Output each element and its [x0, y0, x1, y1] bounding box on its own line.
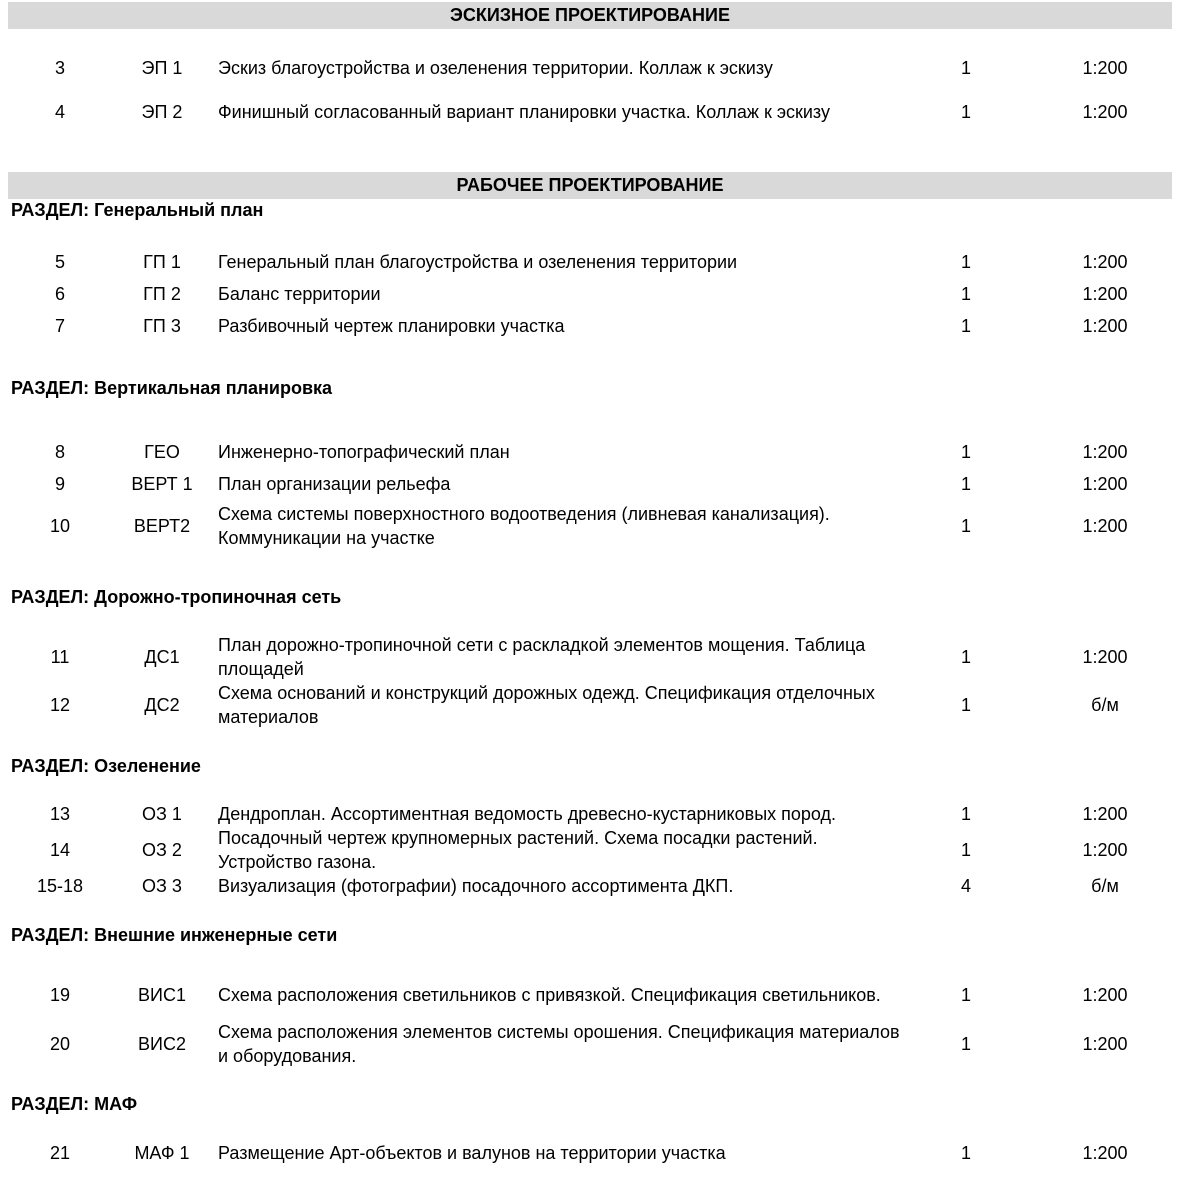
row-code: ОЗ 3: [142, 876, 182, 896]
row-code: ГП 3: [143, 316, 181, 336]
row-scale: 1:200: [1082, 840, 1128, 860]
row-title: План организации рельефа: [218, 474, 451, 494]
row-number: 13: [49, 804, 71, 824]
row-quantity: 1: [960, 102, 971, 122]
row-quantity: 1: [960, 58, 971, 78]
row-code: ОЗ 1: [142, 804, 182, 824]
row-code: ВЕРТ2: [133, 516, 191, 536]
row-number: 21: [49, 1143, 71, 1163]
table-row: [0, 314, 1200, 338]
row-code: ОЗ 2: [142, 840, 182, 860]
row-title: Генеральный план благоустройства и озеленения территории: [218, 252, 738, 272]
row-scale: 1:200: [1082, 1143, 1128, 1163]
table-row: [0, 100, 1200, 124]
row-title: Разбивочный чертеж планировки участка: [218, 316, 565, 336]
row-title: Схема оснований и конструкций дорожных одежд. Спецификация отделочных материалов: [218, 683, 875, 727]
row-code: ДС1: [144, 647, 180, 667]
row-scale: 1:200: [1082, 316, 1128, 336]
row-quantity: 4: [960, 876, 971, 896]
row-number: 11: [50, 647, 70, 667]
table-row: [0, 502, 1200, 550]
row-code: ГП 2: [143, 284, 181, 304]
row-number: 6: [54, 284, 65, 304]
row-quantity: 1: [960, 647, 971, 667]
row-quantity: 1: [960, 442, 971, 462]
section-heading: РАЗДЕЛ: МАФ: [11, 1094, 138, 1114]
row-quantity: 1: [960, 284, 971, 304]
row-scale: 1:200: [1082, 442, 1128, 462]
section-heading: РАЗДЕЛ: Внешние инженерные сети: [11, 925, 338, 945]
row-number: 4: [54, 102, 65, 122]
row-quantity: 1: [960, 474, 971, 494]
table-row: [0, 1020, 1200, 1068]
row-scale: 1:200: [1082, 102, 1128, 122]
section-heading: РАЗДЕЛ: Озеленение: [11, 756, 201, 776]
row-code: ЭП 1: [141, 58, 183, 78]
row-number: 14: [49, 840, 71, 860]
row-quantity: 1: [960, 985, 971, 1005]
row-scale: 1:200: [1082, 647, 1128, 667]
row-code: ГЕО: [144, 442, 180, 462]
row-quantity: 1: [960, 516, 971, 536]
row-code: ДС2: [144, 695, 180, 715]
row-scale: 1:200: [1082, 804, 1128, 824]
row-number: 15-18: [36, 876, 84, 896]
section-heading: РАЗДЕЛ: Дорожно-тропиночная сеть: [11, 587, 342, 607]
row-number: 10: [49, 516, 71, 536]
row-number: 9: [54, 474, 65, 494]
row-quantity: 1: [960, 252, 971, 272]
row-scale: 1:200: [1082, 58, 1128, 78]
row-title: Инженерно-топографический план: [218, 442, 510, 462]
row-scale: 1:200: [1082, 985, 1128, 1005]
row-title: Финишный согласованный вариант планировки участка. Коллаж к эскизу: [218, 102, 830, 122]
row-number: 3: [54, 58, 65, 78]
row-number: 7: [54, 316, 65, 336]
row-scale: 1:200: [1082, 284, 1128, 304]
row-number: 12: [49, 695, 71, 715]
row-title: Схема расположения элементов системы орошения. Спецификация материалов и оборудования.: [218, 1022, 900, 1066]
row-title: Посадочный чертеж крупномерных растений. Схема посадки растений. Устройство газона.: [218, 828, 818, 872]
row-title: Эскиз благоустройства и озеленения территории. Коллаж к эскизу: [218, 58, 773, 78]
row-quantity: 1: [960, 1034, 971, 1054]
table-row: [0, 802, 1200, 826]
row-scale: б/м: [1091, 695, 1119, 715]
row-number: 20: [49, 1034, 71, 1054]
row-number: 19: [49, 985, 71, 1005]
row-title: План дорожно-тропиночной сети с раскладкой элементов мощения. Таблица площадей: [218, 635, 866, 679]
row-code: МАФ 1: [134, 1143, 190, 1163]
row-scale: 1:200: [1082, 516, 1128, 536]
row-code: ВИС2: [138, 1034, 186, 1054]
stage-heading-working: РАБОЧЕЕ ПРОЕКТИРОВАНИЕ: [8, 172, 1172, 199]
row-title: Схема расположения светильников с привязкой. Спецификация светильников.: [218, 985, 881, 1005]
row-title: Дендроплан. Ассортиментная ведомость древесно-кустарниковых пород.: [218, 804, 837, 824]
table-row: [0, 874, 1200, 898]
row-scale: 1:200: [1082, 1034, 1128, 1054]
row-quantity: 1: [960, 1143, 971, 1163]
table-row: [0, 971, 1200, 1019]
table-row: [0, 681, 1200, 729]
stage-heading-sketch: ЭСКИЗНОЕ ПРОЕКТИРОВАНИЕ: [8, 2, 1172, 29]
table-row: [0, 440, 1200, 464]
row-scale: 1:200: [1082, 474, 1128, 494]
row-quantity: 1: [960, 840, 971, 860]
table-row: [0, 1141, 1200, 1165]
row-number: 5: [54, 252, 65, 272]
row-code: ВИС1: [138, 985, 186, 1005]
row-code: ВЕРТ 1: [131, 474, 193, 494]
row-title: Схема системы поверхностного водоотведения (ливневая канализация). Коммуникации на участке: [218, 504, 830, 548]
row-quantity: 1: [960, 695, 971, 715]
table-row: [0, 250, 1200, 274]
table-row: [0, 56, 1200, 80]
table-row: [0, 472, 1200, 496]
row-title: Баланс территории: [218, 284, 381, 304]
row-title: Размещение Арт-объектов и валунов на территории участка: [218, 1143, 726, 1163]
row-number: 8: [54, 442, 65, 462]
table-row: [0, 826, 1200, 874]
row-quantity: 1: [960, 316, 971, 336]
row-scale: 1:200: [1082, 252, 1128, 272]
row-scale: б/м: [1091, 876, 1119, 896]
row-code: ЭП 2: [141, 102, 183, 122]
section-heading: РАЗДЕЛ: Генеральный план: [11, 200, 264, 220]
row-code: ГП 1: [143, 252, 181, 272]
table-row: [0, 633, 1200, 681]
row-quantity: 1: [960, 804, 971, 824]
row-title: Визуализация (фотографии) посадочного ассортимента ДКП.: [218, 876, 734, 896]
section-heading: РАЗДЕЛ: Вертикальная планировка: [11, 378, 333, 398]
table-row: [0, 282, 1200, 306]
